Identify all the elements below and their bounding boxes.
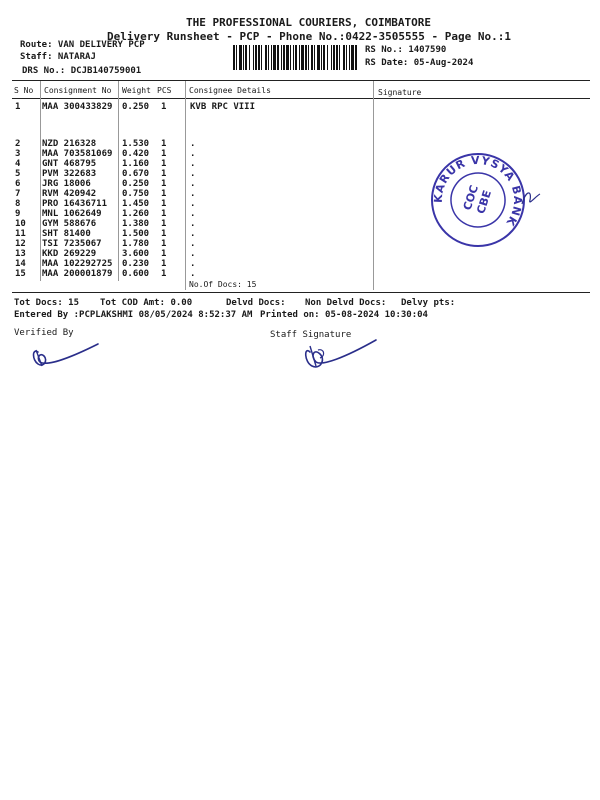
barcode-bar — [271, 45, 272, 70]
column-divider — [40, 81, 41, 281]
barcode-bar — [323, 45, 325, 70]
row-sno: 4 — [15, 159, 21, 169]
barcode-bar — [336, 45, 338, 70]
row-pcs: 1 — [161, 169, 167, 179]
row-weight: 0.420 — [122, 149, 150, 159]
row-consignee: KVB RPC VIII — [190, 102, 256, 112]
row-weight: 3.600 — [122, 249, 150, 259]
staff-signature-label: Staff Signature — [270, 330, 352, 340]
row-consignment-no: MAA 102292725 — [42, 259, 113, 269]
row-sno: 3 — [15, 149, 21, 159]
barcode-bar — [253, 45, 254, 70]
barcode-bar — [339, 45, 340, 70]
row-consignee: . — [190, 149, 196, 159]
barcode-bar — [349, 45, 350, 70]
barcode-bar — [286, 45, 289, 70]
row-consignee: . — [190, 169, 196, 179]
row-consignee: . — [190, 189, 196, 199]
row-consignment-no: RVM 420942 — [42, 189, 97, 199]
no-of-docs: No.Of Docs: 15 — [189, 280, 257, 289]
row-consignment-no: MNL 1062649 — [42, 209, 102, 219]
barcode-bar — [343, 45, 345, 70]
row-consignment-no: PRO 16436711 — [42, 199, 108, 209]
barcode-bar — [245, 45, 247, 70]
row-pcs: 1 — [161, 209, 167, 219]
row-consignment-no: KKD 269229 — [42, 249, 97, 259]
tot-cod-amt: Tot COD Amt: 0.00 — [100, 298, 193, 308]
col-header-pcs: PCS — [157, 86, 172, 95]
row-sno: 12 — [15, 239, 26, 249]
barcode-bar — [255, 45, 257, 70]
row-weight: 0.750 — [122, 189, 150, 199]
column-divider — [373, 81, 374, 290]
verified-by-signature — [26, 338, 106, 370]
row-consignee: . — [190, 239, 196, 249]
stamp-line1: COC — [460, 183, 481, 212]
row-sno: 7 — [15, 189, 21, 199]
col-header-consignment: Consignment No — [44, 86, 112, 95]
row-pcs: 1 — [161, 159, 167, 169]
row-consignment-no: GNT 468795 — [42, 159, 97, 169]
barcode-bar — [258, 45, 260, 70]
row-weight: 1.450 — [122, 199, 150, 209]
row-pcs: 1 — [161, 219, 167, 229]
row-consignee: . — [190, 199, 196, 209]
barcode-bar — [233, 45, 235, 70]
row-weight: 1.780 — [122, 239, 150, 249]
col-header-consignee: Consignee Details — [189, 86, 271, 95]
barcode-bar — [295, 45, 297, 70]
stamp-outer-text: KARUR VYSYA BANK — [431, 153, 525, 229]
row-pcs: 1 — [161, 259, 167, 269]
row-pcs: 1 — [161, 102, 167, 112]
row-consignee: . — [190, 219, 196, 229]
barcode-bar — [331, 45, 332, 70]
row-weight: 0.250 — [122, 102, 150, 112]
header-bottom-rule — [12, 98, 590, 99]
rs-date: RS Date: 05-Aug-2024 — [365, 58, 474, 68]
barcode-bar — [327, 45, 328, 70]
row-pcs: 1 — [161, 239, 167, 249]
rs-number: RS No.: 1407590 — [365, 45, 447, 55]
row-weight: 0.250 — [122, 179, 150, 189]
barcode-bar — [283, 45, 285, 70]
row-sno: 9 — [15, 209, 21, 219]
barcode-bar — [277, 45, 279, 70]
barcode-bar — [268, 45, 269, 70]
row-pcs: 1 — [161, 249, 167, 259]
barcode-bar — [239, 45, 242, 70]
route-label: Route: VAN DELIVERY PCP — [20, 40, 145, 50]
row-consignee: . — [190, 259, 196, 269]
stamp-initials — [518, 186, 544, 210]
row-weight: 0.230 — [122, 259, 150, 269]
column-divider — [185, 81, 186, 290]
table-bottom-rule — [12, 292, 590, 293]
staff-label: Staff: NATARAJ — [20, 52, 96, 62]
col-header-signature: Signature — [378, 88, 422, 97]
row-sno: 1 — [15, 102, 21, 112]
row-sno: 8 — [15, 199, 21, 209]
barcode-bar — [281, 45, 282, 70]
barcode-bar — [305, 45, 307, 70]
barcode-bar — [243, 45, 244, 70]
row-consignee: . — [190, 159, 196, 169]
row-pcs: 1 — [161, 229, 167, 239]
row-pcs: 1 — [161, 199, 167, 209]
table-top-rule — [12, 80, 590, 81]
barcode-bar — [301, 45, 304, 70]
tot-docs: Tot Docs: 15 — [14, 298, 80, 308]
row-consignee: . — [190, 249, 196, 259]
drs-number: DRS No.: DCJB140759001 — [22, 66, 142, 76]
row-pcs: 1 — [161, 179, 167, 189]
company-title: THE PROFESSIONAL COURIERS, COIMBATORE — [186, 16, 432, 29]
column-divider — [118, 81, 119, 281]
staff-signature — [300, 336, 380, 370]
row-consignee: . — [190, 229, 196, 239]
row-weight: 1.380 — [122, 219, 150, 229]
barcode-bar — [311, 45, 313, 70]
row-weight: 1.260 — [122, 209, 150, 219]
barcode-bar — [261, 45, 262, 70]
printed-on: Printed on: 05-08-2024 10:30:04 — [260, 310, 428, 320]
row-consignee: . — [190, 139, 196, 149]
row-consignment-no: JRG 18006 — [42, 179, 91, 189]
row-consignment-no: SHT 81400 — [42, 229, 91, 239]
bank-stamp — [428, 150, 528, 250]
row-consignment-no: PVM 322683 — [42, 169, 97, 179]
stamp-line2: CBE — [474, 188, 495, 216]
non-delvd-docs: Non Delvd Docs: — [305, 298, 387, 308]
delvd-docs: Delvd Docs: — [226, 298, 286, 308]
row-consignment-no: MAA 200001879 — [42, 269, 113, 279]
row-sno: 2 — [15, 139, 21, 149]
row-sno: 14 — [15, 259, 26, 269]
row-weight: 0.600 — [122, 269, 150, 279]
delvy-pts: Delvy pts: — [401, 298, 456, 308]
row-sno: 10 — [15, 219, 26, 229]
row-pcs: 1 — [161, 149, 167, 159]
row-sno: 15 — [15, 269, 26, 279]
barcode-bar — [314, 45, 315, 70]
barcode-bar — [293, 45, 294, 70]
barcode-bar — [317, 45, 320, 70]
barcode-bar — [321, 45, 322, 70]
row-sno: 5 — [15, 169, 21, 179]
row-sno: 6 — [15, 179, 21, 189]
barcode — [233, 45, 357, 70]
row-consignee: . — [190, 269, 196, 279]
row-consignment-no: GYM 588676 — [42, 219, 97, 229]
barcode-bar — [273, 45, 276, 70]
row-sno: 13 — [15, 249, 26, 259]
row-consignee: . — [190, 179, 196, 189]
row-consignment-no: MAA 300433829 — [42, 102, 113, 112]
row-pcs: 1 — [161, 139, 167, 149]
row-consignment-no: MAA 703581069 — [42, 149, 113, 159]
entered-by: Entered By :PCPLAKSHMI 08/05/2024 8:52:37 AM — [14, 310, 253, 320]
row-consignee: . — [190, 209, 196, 219]
row-sno: 11 — [15, 229, 26, 239]
verified-by-label: Verified By — [14, 328, 74, 338]
barcode-bar — [299, 45, 300, 70]
row-pcs: 1 — [161, 189, 167, 199]
row-consignment-no: NZD 216328 — [42, 139, 97, 149]
barcode-bar — [290, 45, 291, 70]
row-weight: 1.500 — [122, 229, 150, 239]
barcode-bar — [265, 45, 267, 70]
row-weight: 0.670 — [122, 169, 150, 179]
barcode-bar — [355, 45, 357, 70]
row-weight: 1.160 — [122, 159, 150, 169]
row-pcs: 1 — [161, 269, 167, 279]
col-header-weight: Weight — [122, 86, 151, 95]
row-consignment-no: TSI 7235067 — [42, 239, 102, 249]
barcode-bar — [333, 45, 335, 70]
barcode-bar — [351, 45, 354, 70]
row-weight: 1.530 — [122, 139, 150, 149]
barcode-bar — [308, 45, 309, 70]
barcode-bar — [346, 45, 347, 70]
col-header-sno: S No — [14, 86, 34, 95]
runsheet-subtitle: Delivery Runsheet - PCP - Phone No.:0422-3505555 - Page No.:1 — [107, 30, 511, 43]
barcode-bar — [249, 45, 250, 70]
barcode-bar — [236, 45, 237, 70]
